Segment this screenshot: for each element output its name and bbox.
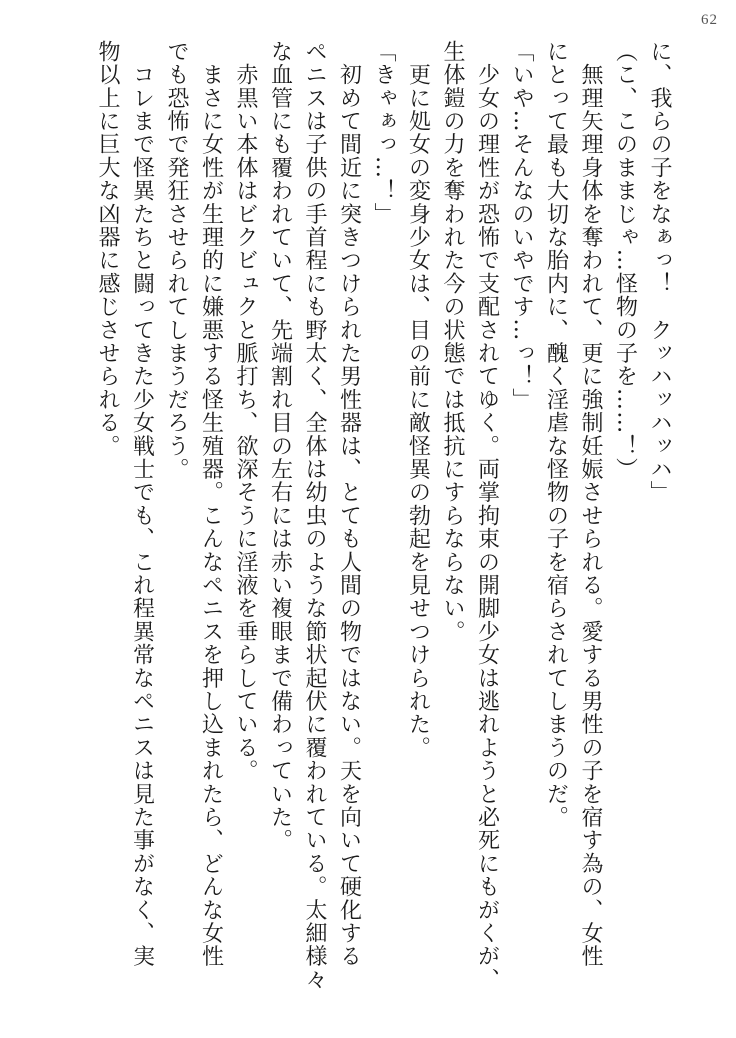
vertical-text-body: [36, 40, 676, 1010]
text-line-15: でも恐怖で発狂させられてしまうだろう。: [164, 40, 189, 481]
text-line-6: 少女の理性が恐怖で支配されてゆく。両掌拘束の開脚少女は逃れようと必死にもがくが、: [474, 40, 500, 992]
text-line-4: にとって最も大切な胎内に、醜く淫虐な怪物の子を宿らされてしまうのだ。: [543, 40, 569, 829]
text-line-5: 「いや…そんなのいやです…っ！」: [509, 40, 534, 412]
text-line-12: な血管にも覆われていて、先端割れ目の左右には赤い複眼まで備わっていた。: [267, 40, 293, 852]
text-line-16: コレまで怪異たちと闘ってきた少女戦士でも、これ程異常なペニスは見た事がなく、実: [129, 40, 155, 968]
text-line-2: （こ、このままじゃ…怪物の子を……！）: [612, 40, 638, 481]
text-line-7: 生体鎧の力を奪われた今の状態では抵抗にすらならない。: [440, 40, 465, 644]
text-line-1: に、我らの子をなぁっ！ クッハッハッハ」: [647, 40, 672, 504]
text-line-8: 更に処女の変身少女は、目の前に敵怪異の勃起を見せつけられた。: [405, 40, 431, 760]
text-line-11: ペニスは子供の手首程にも野太く、全体は幼虫のような節状起伏に覆われている。太細様々: [302, 40, 327, 992]
text-line-10: 初めて間近に突きつけられた男性器は、とても人間の物ではない。天を向いて硬化する: [336, 40, 362, 968]
text-line-9: 「きゃぁっ…！」: [371, 40, 396, 226]
page-number: 62: [701, 12, 718, 28]
text-line-3: 無理矢理身体を奪われて、更に強制妊娠させられる。愛する男性の子を宿す為の、女性: [578, 40, 603, 969]
text-line-17: 物以上に巨大な凶器に感じさせられる。: [95, 40, 120, 458]
text-line-13: 赤黒い本体はビクビュクと脈打ち、欲深そうに淫液を垂らしている。: [233, 40, 258, 783]
text-line-14: まさに女性が生理的に嫌悪する怪生殖器。こんなペニスを押し込まれたら、どんな女性: [198, 40, 224, 968]
